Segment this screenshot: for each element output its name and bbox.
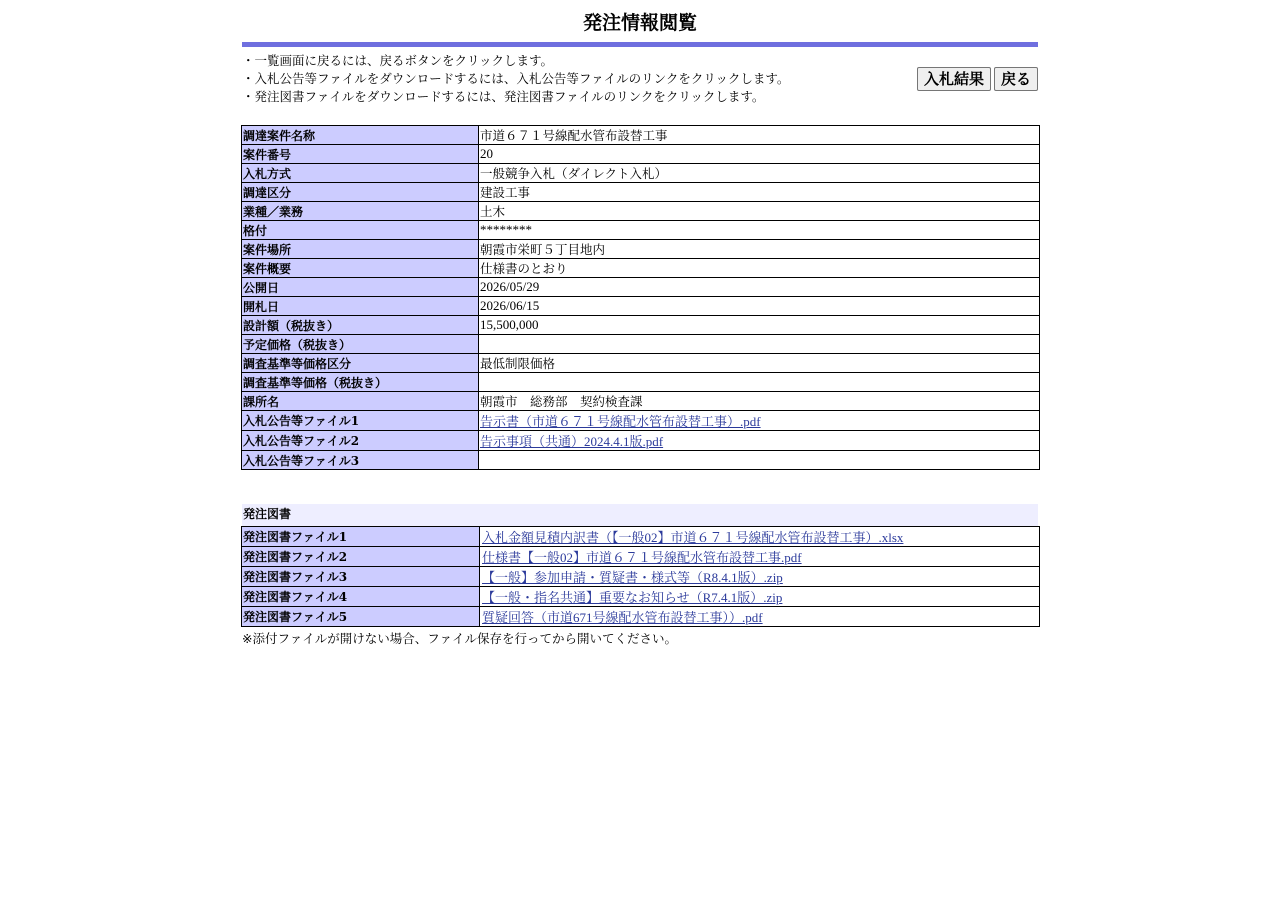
table-row [242, 373, 1040, 392]
table-row [242, 259, 1040, 278]
row-value: 一般競争入札（ダイレクト入札） [479, 164, 1040, 183]
row-value [480, 567, 1040, 587]
details-table [241, 125, 1040, 470]
info-area [242, 47, 1038, 125]
row-value [479, 335, 1040, 354]
row-value [479, 451, 1040, 470]
row-label: 案件番号 [242, 145, 479, 164]
row-label: 案件概要 [242, 259, 479, 278]
table-row [242, 354, 1040, 373]
row-value: 仕様書のとおり [479, 259, 1040, 278]
row-value [480, 607, 1040, 627]
row-label: 発注図書ファイル1 [242, 527, 480, 547]
row-value: 土木 [479, 202, 1040, 221]
drawing-file-link-2[interactable]: 仕様書【一般02】市道６７１号線配水管布設替工事.pdf [482, 550, 802, 565]
row-value: 朝霞市 総務部 契約検査課 [479, 392, 1040, 411]
row-label: 調査基準等価格区分 [242, 354, 479, 373]
row-label: 発注図書ファイル4 [242, 587, 480, 607]
instructions [242, 52, 789, 106]
table-row [242, 607, 1040, 627]
row-value: 朝霞市栄町５丁目地内 [479, 240, 1040, 259]
row-value [480, 527, 1040, 547]
table-row [242, 335, 1040, 354]
row-label: 入札方式 [242, 164, 479, 183]
row-label: 発注図書ファイル2 [242, 547, 480, 567]
instruction-line: ・発注図書ファイルをダウンロードするには、発注図書ファイルのリンクをクリックします。 [242, 89, 765, 104]
table-row [242, 587, 1040, 607]
row-value [479, 411, 1040, 431]
drawings-section-header: 発注図書 [242, 504, 1038, 526]
row-value: 2026/06/15 [479, 297, 1040, 316]
row-label: 格付 [242, 221, 479, 240]
table-row [242, 316, 1040, 335]
row-label: 課所名 [242, 392, 479, 411]
section-spacer [242, 470, 1038, 504]
drawing-file-link-4[interactable]: 【一般・指名共通】重要なお知らせ（R7.4.1版）.zip [482, 590, 783, 605]
table-row [242, 431, 1040, 451]
row-value [479, 373, 1040, 392]
drawing-file-link-5[interactable]: 質疑回答（市道671号線配水管布設替工事））.pdf [482, 610, 763, 625]
page-container [242, 0, 1038, 648]
notice-file-link-1[interactable]: 告示書（市道６７１号線配水管布設替工事）.pdf [480, 414, 761, 429]
row-value: 2026/05/29 [479, 278, 1040, 297]
table-row [242, 126, 1040, 145]
row-value: 20 [479, 145, 1040, 164]
row-value: 市道６７１号線配水管布設替工事 [479, 126, 1040, 145]
action-buttons [917, 67, 1038, 91]
table-row [242, 221, 1040, 240]
row-label: 発注図書ファイル3 [242, 567, 480, 587]
row-value: ******** [479, 221, 1040, 240]
bid-results-button[interactable]: 入札結果 [917, 67, 991, 91]
table-row [242, 202, 1040, 221]
page-title: 発注情報閲覧 [582, 12, 697, 34]
row-label: 発注図書ファイル5 [242, 607, 480, 627]
row-label: 調査基準等価格（税抜き） [242, 373, 479, 392]
row-value [480, 587, 1040, 607]
table-row [242, 451, 1040, 470]
row-value: 15,500,000 [479, 316, 1040, 335]
table-row [242, 164, 1040, 183]
drawings-table [241, 526, 1040, 627]
row-value: 最低制限価格 [479, 354, 1040, 373]
row-label: 調達区分 [242, 183, 479, 202]
table-row [242, 392, 1040, 411]
table-row [242, 183, 1040, 202]
row-value: 建設工事 [479, 183, 1040, 202]
row-label: 調達案件名称 [242, 126, 479, 145]
table-row [242, 297, 1040, 316]
row-label: 入札公告等ファイル1 [242, 411, 479, 431]
row-value [480, 547, 1040, 567]
row-label: 公開日 [242, 278, 479, 297]
table-row [242, 240, 1040, 259]
drawing-file-link-1[interactable]: 入札金額見積内訳書（【一般02】市道６７１号線配水管布設替工事）.xlsx [482, 530, 904, 545]
row-label: 予定価格（税抜き） [242, 335, 479, 354]
table-row [242, 547, 1040, 567]
back-button[interactable]: 戻る [994, 67, 1038, 91]
row-label: 入札公告等ファイル2 [242, 431, 479, 451]
row-label: 開札日 [242, 297, 479, 316]
row-value [479, 431, 1040, 451]
row-label: 業種／業務 [242, 202, 479, 221]
row-label: 案件場所 [242, 240, 479, 259]
table-row [242, 411, 1040, 431]
table-row [242, 527, 1040, 547]
notice-file-link-2[interactable]: 告示事項（共通）2024.4.1版.pdf [480, 434, 664, 449]
attachment-note: ※添付ファイルが開けない場合、ファイル保存を行ってから開いてください。 [242, 631, 677, 646]
row-label: 設計額（税抜き） [242, 316, 479, 335]
drawing-file-link-3[interactable]: 【一般】参加申請・質疑書・様式等（R8.4.1版）.zip [482, 570, 783, 585]
row-label: 入札公告等ファイル3 [242, 451, 479, 470]
table-row [242, 278, 1040, 297]
instruction-line: ・入札公告等ファイルをダウンロードするには、入札公告等ファイルのリンクをクリックします。 [242, 71, 790, 86]
table-row [242, 145, 1040, 164]
instruction-line: ・一覧画面に戻るには、戻るボタンをクリックします。 [242, 53, 554, 68]
table-row [242, 567, 1040, 587]
